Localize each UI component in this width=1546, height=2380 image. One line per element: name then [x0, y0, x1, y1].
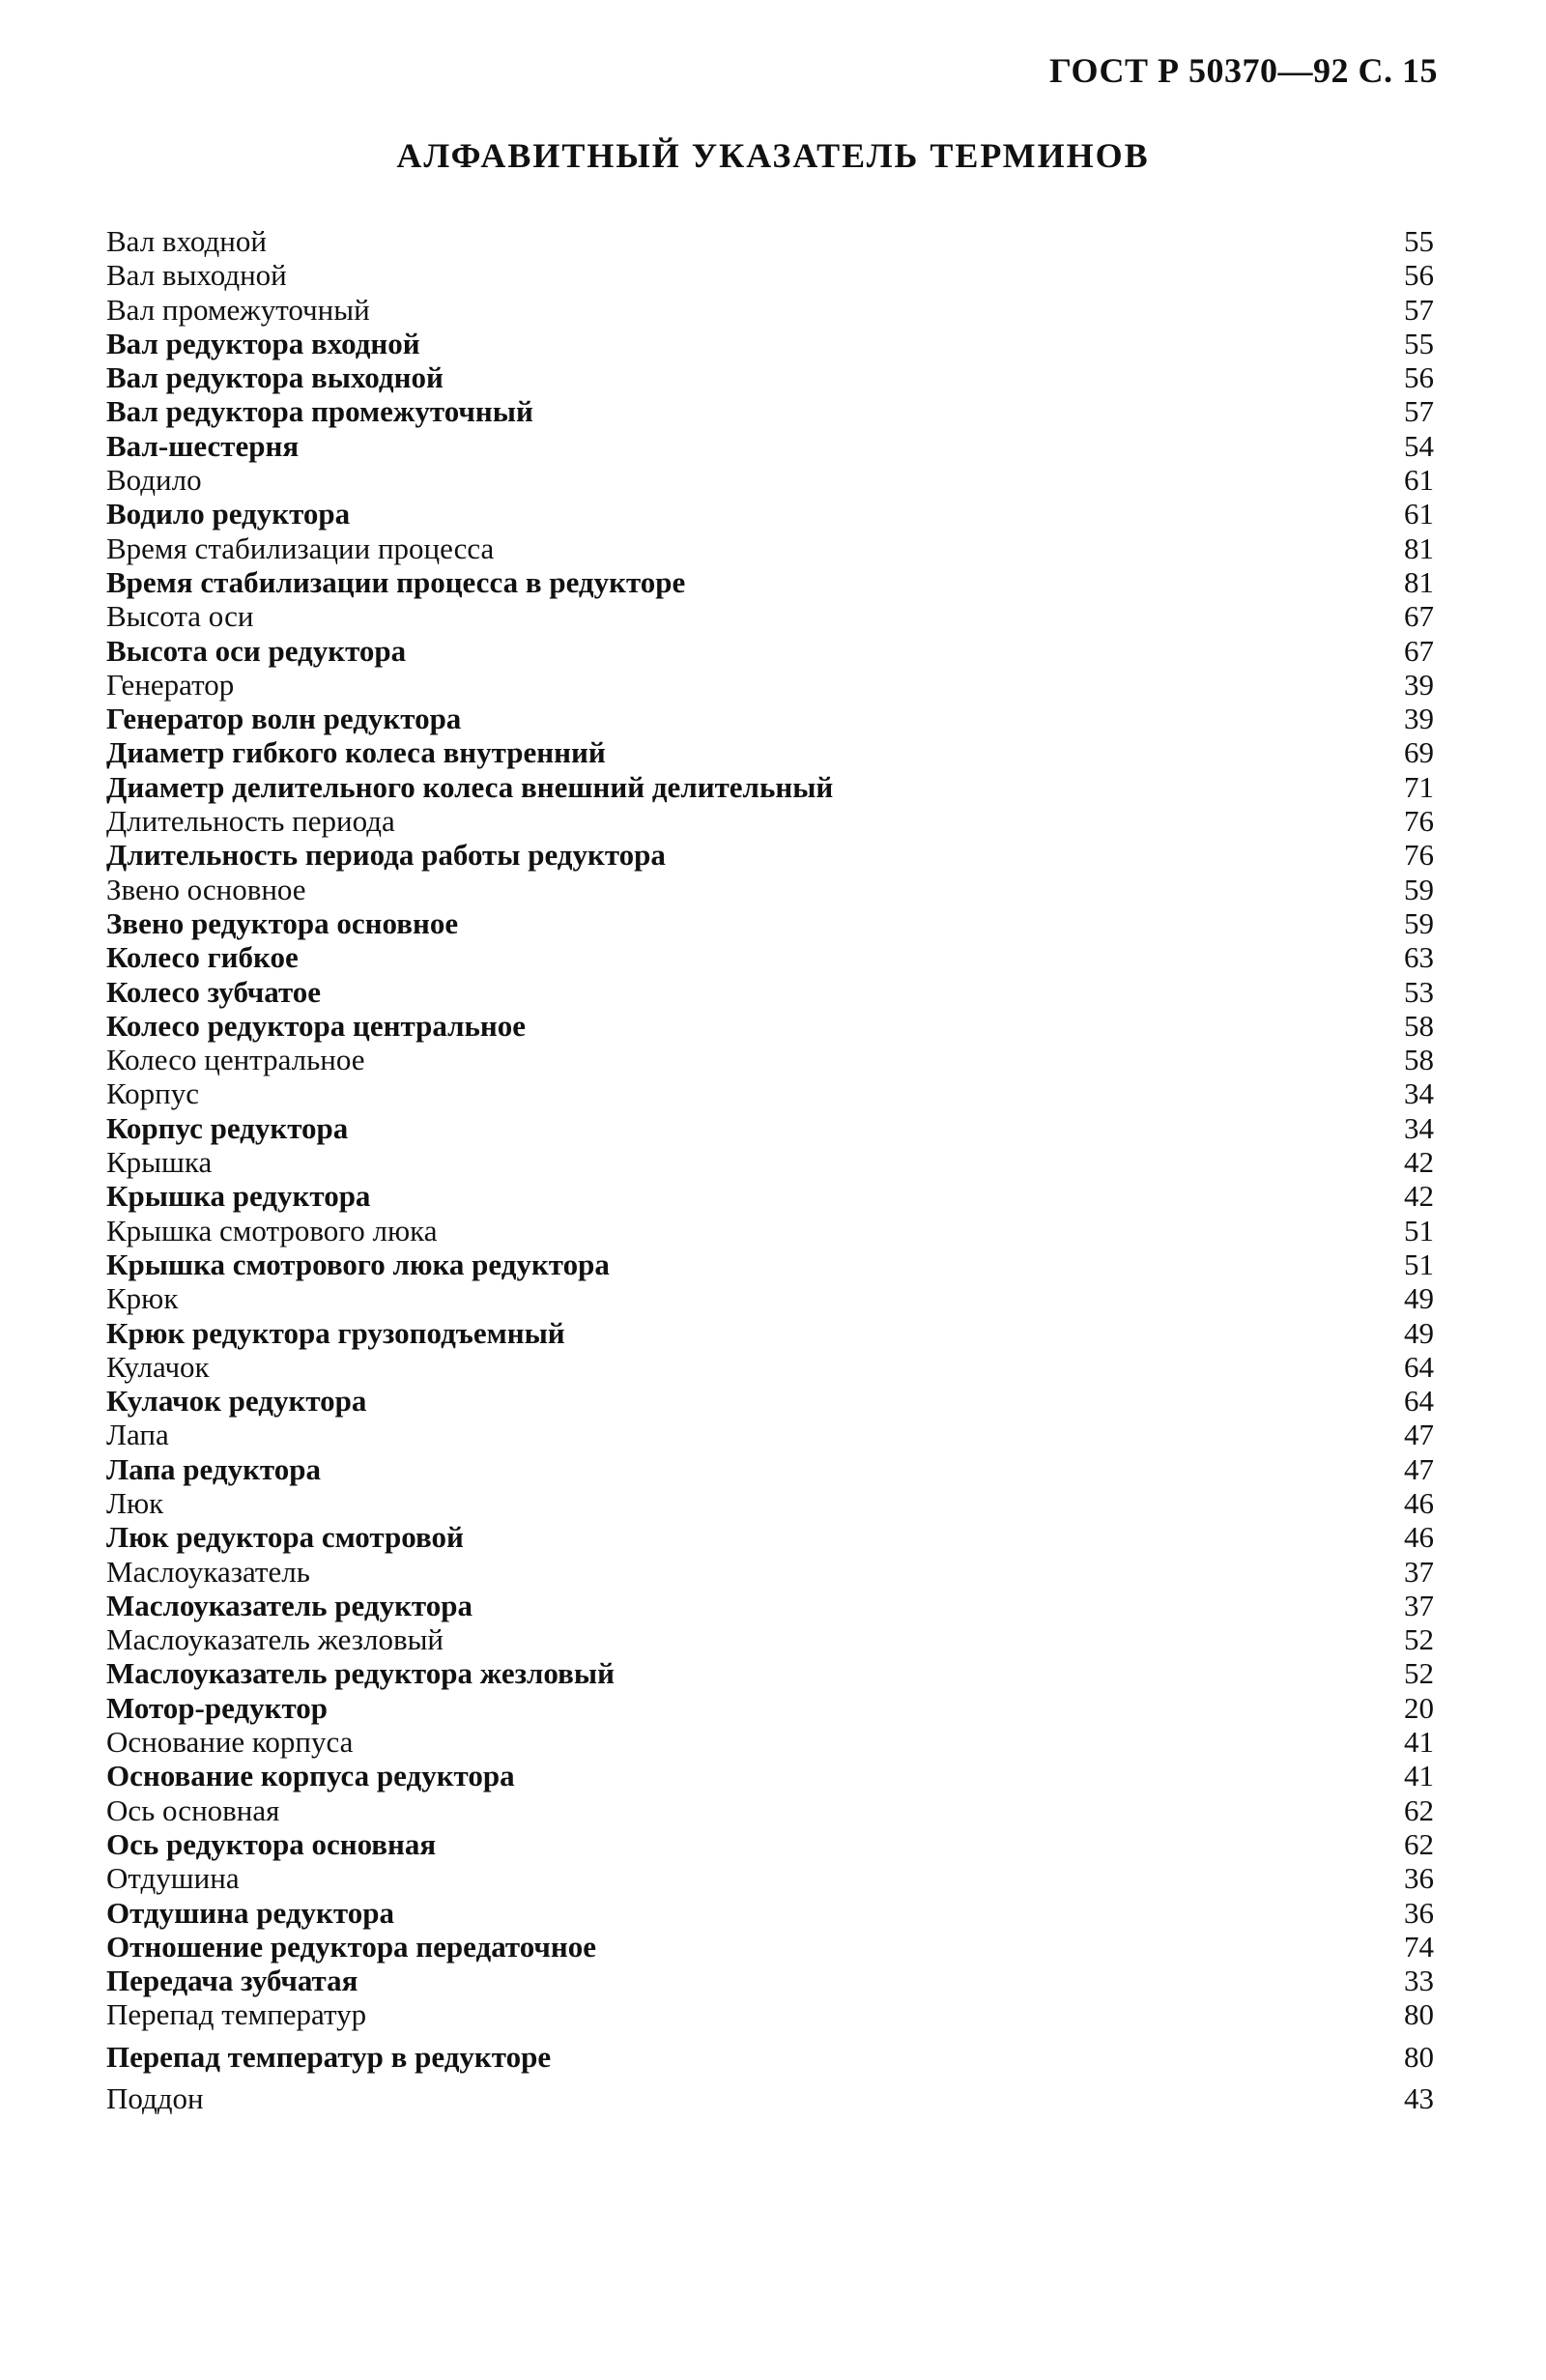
index-page-number: 81 [1404, 530, 1434, 565]
index-page-number: 80 [1404, 1997, 1434, 2032]
index-entry [106, 1964, 1440, 1997]
index-term: Диаметр гибкого колеса внутренний [106, 735, 606, 770]
index-term: Колесо гибкое [106, 940, 299, 975]
index-term: Генератор [106, 667, 235, 702]
index-page-number: 47 [1404, 1418, 1434, 1452]
index-entry [106, 1656, 1440, 1690]
index-page-number: 61 [1404, 463, 1434, 498]
index-title: АЛФАВИТНЫЙ УКАЗАТЕЛЬ ТЕРМИНОВ [396, 136, 1150, 175]
running-header: ГОСТ Р 50370—92 С. 15 [1049, 51, 1438, 90]
index-term: Крюк редуктора грузоподъемный [106, 1315, 565, 1350]
index-term: Передача зубчатая [106, 1964, 358, 1998]
index-page-number: 59 [1404, 872, 1434, 906]
index-page-number: 51 [1404, 1213, 1434, 1247]
index-entry [106, 1418, 1440, 1451]
index-page-number: 55 [1404, 326, 1434, 360]
index-page-number: 57 [1404, 394, 1434, 429]
index-entry [106, 1247, 1440, 1281]
index-term: Ось основная [106, 1792, 280, 1827]
index-entry [106, 1793, 1440, 1827]
index-entry [106, 599, 1440, 633]
index-entry [106, 940, 1440, 974]
index-term: Крюк [106, 1281, 179, 1316]
index-entry [106, 1179, 1440, 1213]
index-page-number: 62 [1404, 1792, 1434, 1827]
index-page-number: 53 [1404, 974, 1434, 1009]
index-term: Крышка смотрового люка редуктора [106, 1247, 610, 1281]
index-entry [106, 668, 1440, 702]
index-page-number: 46 [1404, 1485, 1434, 1520]
index-entry [106, 1452, 1440, 1486]
index-page-number: 49 [1404, 1315, 1434, 1350]
index-page-number: 52 [1404, 1622, 1434, 1657]
index-entry [106, 327, 1440, 360]
index-entry [106, 975, 1440, 1009]
index-term: Перепад температур [106, 1997, 367, 2032]
index-entry [106, 1691, 1440, 1725]
index-term: Кулачок [106, 1349, 210, 1384]
index-entry [106, 360, 1440, 394]
index-entry [106, 1009, 1440, 1043]
index-entry [106, 497, 1440, 530]
index-page-number: 56 [1404, 258, 1434, 293]
index-entry [106, 873, 1440, 906]
index-page-number: 71 [1404, 769, 1434, 804]
index-page-number: 62 [1404, 1826, 1434, 1861]
index-entry [106, 1725, 1440, 1759]
index-term: Маслоуказатель [106, 1554, 310, 1589]
index-term: Генератор волн редуктора [106, 702, 462, 736]
index-page-number: 51 [1404, 1247, 1434, 1281]
index-page-number: 67 [1404, 599, 1434, 634]
index-page-number: 52 [1404, 1656, 1434, 1691]
index-page-number: 61 [1404, 497, 1434, 531]
index-entry [106, 463, 1440, 497]
index-page-number: 64 [1404, 1349, 1434, 1384]
index-page-number: 56 [1404, 360, 1434, 395]
index-entry [106, 1043, 1440, 1076]
index-term: Вал выходной [106, 258, 287, 293]
index-entry [106, 394, 1440, 428]
index-page-number: 41 [1404, 1725, 1434, 1760]
index-page-number: 64 [1404, 1384, 1434, 1419]
index-term: Водило [106, 463, 202, 498]
index-term: Корпус редуктора [106, 1110, 349, 1145]
index-entry-list [106, 224, 1440, 2115]
index-page-number: 58 [1404, 1008, 1434, 1043]
index-entry [106, 1930, 1440, 1964]
index-page-number: 57 [1404, 292, 1434, 327]
index-term: Перепад температур в редукторе [106, 2039, 552, 2074]
index-entry [106, 1076, 1440, 1110]
index-term: Вал редуктора промежуточный [106, 394, 533, 429]
index-entry [106, 804, 1440, 838]
index-term: Звено основное [106, 872, 306, 906]
index-page-number: 67 [1404, 633, 1434, 668]
index-entry [106, 1896, 1440, 1930]
index-entry [106, 1555, 1440, 1589]
index-term: Основание корпуса редуктора [106, 1759, 515, 1793]
index-page-number: 54 [1404, 428, 1434, 463]
index-term: Водило редуктора [106, 497, 351, 531]
index-term: Ось редуктора основная [106, 1826, 437, 1861]
index-page-number: 46 [1404, 1520, 1434, 1555]
index-entry [106, 2040, 1440, 2074]
index-term: Крышка редуктора [106, 1179, 371, 1214]
index-entry [106, 702, 1440, 735]
index-page-number: 41 [1404, 1759, 1434, 1793]
index-page-number: 34 [1404, 1110, 1434, 1145]
index-term: Высота оси редуктора [106, 633, 407, 668]
index-term: Мотор-редуктор [106, 1690, 329, 1725]
index-entry [106, 1350, 1440, 1384]
index-term: Кулачок редуктора [106, 1384, 367, 1419]
index-page-number: 47 [1404, 1451, 1434, 1486]
index-entry [106, 1316, 1440, 1350]
index-page-number: 76 [1404, 838, 1434, 873]
index-term: Вал редуктора входной [106, 326, 420, 360]
index-entry [106, 735, 1440, 769]
index-term: Крышка [106, 1145, 213, 1180]
index-term: Основание корпуса [106, 1725, 354, 1760]
index-page-number: 69 [1404, 735, 1434, 770]
index-entry [106, 258, 1440, 292]
index-entry [106, 1827, 1440, 1861]
index-entry [106, 1214, 1440, 1247]
index-page-number: 34 [1404, 1076, 1434, 1111]
index-term: Колесо зубчатое [106, 974, 322, 1009]
index-term: Отношение редуктора передаточное [106, 1929, 597, 1964]
index-page-number: 36 [1404, 1895, 1434, 1930]
index-page-number: 58 [1404, 1043, 1434, 1077]
index-entry [106, 224, 1440, 258]
index-entry [106, 1145, 1440, 1179]
index-term: Время стабилизации процесса [106, 530, 495, 565]
index-term: Маслоуказатель редуктора [106, 1588, 472, 1622]
index-term: Вал-шестерня [106, 428, 300, 463]
index-page-number: 55 [1404, 224, 1434, 258]
index-term: Колесо редуктора центральное [106, 1008, 527, 1043]
index-entry [106, 1486, 1440, 1520]
index-entry [106, 770, 1440, 804]
index-page-number: 43 [1404, 2081, 1434, 2116]
index-entry [106, 1997, 1440, 2031]
index-page-number: 76 [1404, 804, 1434, 839]
index-entry [106, 1384, 1440, 1418]
index-page-number: 42 [1404, 1145, 1434, 1180]
index-page-number: 37 [1404, 1554, 1434, 1589]
index-page-number: 42 [1404, 1179, 1434, 1214]
index-term: Высота оси [106, 599, 254, 634]
index-term: Время стабилизации процесса в редукторе [106, 564, 686, 599]
index-entry [106, 906, 1440, 940]
index-entry [106, 565, 1440, 599]
index-term: Отдушина редуктора [106, 1895, 394, 1930]
index-term: Маслоуказатель редуктора жезловый [106, 1656, 615, 1691]
index-page-number: 59 [1404, 905, 1434, 940]
index-term: Лапа редуктора [106, 1451, 321, 1486]
index-page-number: 39 [1404, 667, 1434, 702]
index-page-number: 49 [1404, 1281, 1434, 1316]
index-term: Вал редуктора выходной [106, 360, 444, 395]
index-entry [106, 1759, 1440, 1792]
index-term: Длительность периода [106, 804, 395, 839]
index-term: Люк редуктора смотровой [106, 1520, 464, 1555]
index-entry [106, 429, 1440, 463]
index-page-number: 81 [1404, 564, 1434, 599]
index-term: Люк [106, 1485, 164, 1520]
index-page-number: 36 [1404, 1861, 1434, 1896]
index-page-number: 39 [1404, 702, 1434, 736]
index-page-number: 33 [1404, 1964, 1434, 1998]
index-term: Вал промежуточный [106, 292, 370, 327]
index-page-number: 63 [1404, 940, 1434, 975]
index-term: Корпус [106, 1076, 199, 1111]
index-term: Поддон [106, 2081, 204, 2116]
index-entry [106, 293, 1440, 327]
index-term: Колесо центральное [106, 1043, 365, 1077]
index-term: Длительность периода работы редуктора [106, 838, 666, 873]
index-entry [106, 1111, 1440, 1145]
index-page-number: 37 [1404, 1588, 1434, 1622]
index-page-number: 74 [1404, 1929, 1434, 1964]
index-term: Диаметр делительного колеса внешний делительный [106, 769, 834, 804]
index-term: Лапа [106, 1418, 169, 1452]
index-entry [106, 1520, 1440, 1554]
index-page-number: 80 [1404, 2039, 1434, 2074]
index-entry [106, 531, 1440, 565]
index-entry [106, 1622, 1440, 1656]
index-page-number: 20 [1404, 1690, 1434, 1725]
index-term: Крышка смотрового люка [106, 1213, 438, 1247]
index-term: Вал входной [106, 224, 267, 258]
index-term: Отдушина [106, 1861, 240, 1896]
index-term: Звено редуктора основное [106, 905, 459, 940]
index-entry [106, 634, 1440, 668]
index-entry [106, 2081, 1440, 2115]
index-entry [106, 838, 1440, 872]
index-entry [106, 1589, 1440, 1622]
index-entry [106, 1861, 1440, 1895]
index-term: Маслоуказатель жезловый [106, 1622, 444, 1657]
index-entry [106, 1281, 1440, 1315]
